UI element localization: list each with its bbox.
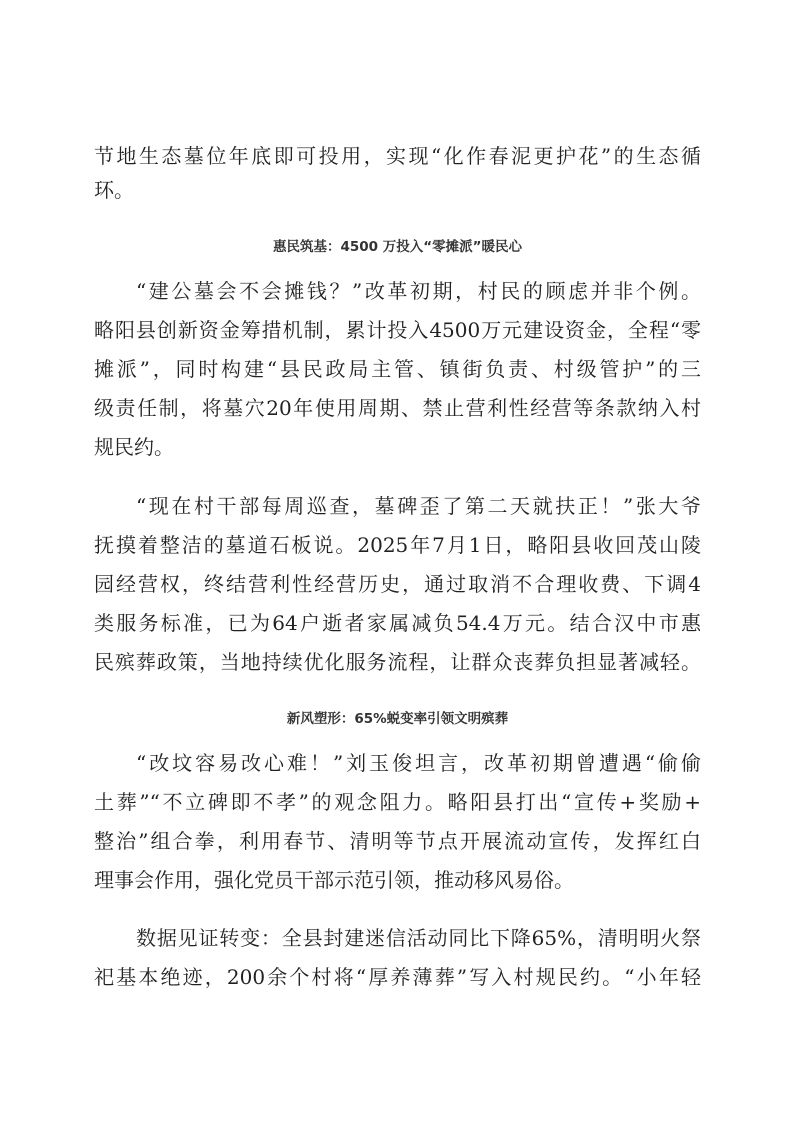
section-heading: 新风塑形：65%蜕变率引领文明殡葬: [286, 711, 509, 727]
text-line: 节地生态墓位年底即可投用，实现“化作春泥更护花”的生态循: [94, 144, 701, 168]
text-line: “现在村干部每周巡查，墓碑歪了第二天就扶正！”张大爷: [136, 494, 701, 518]
text-line: 环。: [94, 178, 134, 202]
text-line: 民殡葬政策，当地持续优化服务流程，让群众丧葬负担显著减轻。: [94, 650, 701, 674]
text-line: 类服务标准，已为64户逝者家属减负54.4万元。结合汉中市惠: [94, 611, 701, 635]
text-line: 祀基本绝迹，200余个村将“厚养薄葬”写入村规民约。“小年轻: [94, 965, 701, 989]
text-line: 规民约。: [94, 435, 174, 459]
text-line: 摊派”，同时构建“县民政局主管、镇街负责、村级管护”的三: [94, 357, 701, 381]
text-line: “建公墓会不会摊钱？”改革初期，村民的顾虑并非个例。: [136, 279, 701, 303]
text-line: 土葬”“不立碑即不孝”的观念阻力。略阳县打出“宣传+奖励+: [94, 790, 701, 814]
text-line: 理事会作用，强化党员干部示范引领，推动移风易俗。: [94, 868, 574, 892]
section-heading: 惠民筑基：4500 万投入“零摊派”暖民心: [272, 239, 523, 255]
text-line: 数据见证转变：全县封建迷信活动同比下降65%，清明明火祭: [136, 926, 701, 950]
text-line: 略阳县创新资金筹措机制，累计投入4500万元建设资金，全程“零: [94, 318, 701, 342]
text-line: 抚摸着整洁的墓道石板说。2025年7月1日，略阳县收回茂山陵: [94, 533, 701, 557]
text-line: 整治”组合拳，利用春节、清明等节点开展流动宣传，发挥红白: [94, 829, 701, 853]
text-line: 级责任制，将墓穴20年使用周期、禁止营利性经营等条款纳入村: [94, 396, 701, 420]
text-line: “改坟容易改心难！”刘玉俊坦言，改革初期曾遭遇“偷偷: [136, 751, 701, 775]
text-line: 园经营权，终结营利性经营历史，通过取消不合理收费、下调4: [94, 572, 701, 596]
